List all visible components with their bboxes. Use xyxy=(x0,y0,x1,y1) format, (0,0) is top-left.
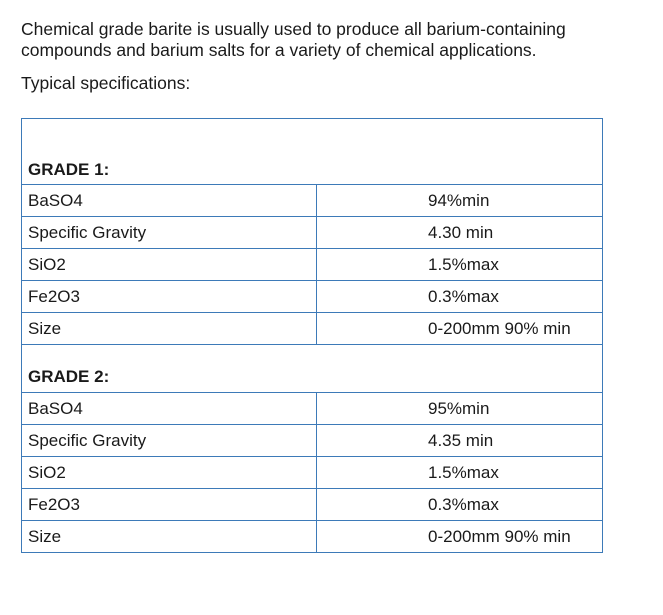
table-row xyxy=(22,281,602,313)
spec-value: 0-200mm 90% min xyxy=(428,319,571,338)
spec-value: 94%min xyxy=(428,191,490,210)
spec-name: Size xyxy=(22,521,317,552)
table-row xyxy=(22,521,602,552)
spec-name: BaSO4 xyxy=(22,393,317,424)
specifications-table xyxy=(21,118,603,553)
table-top-spacer xyxy=(22,119,602,155)
spec-value: 0-200mm 90% min xyxy=(428,527,571,546)
spec-name: BaSO4 xyxy=(22,185,317,216)
table-row xyxy=(22,393,602,425)
intro-paragraph xyxy=(21,19,651,61)
spec-value: 4.35 min xyxy=(428,431,494,450)
intro-line-2: compounds and barium salts for a variety of chemical applications. xyxy=(21,40,537,60)
spec-name: SiO2 xyxy=(22,249,317,280)
spec-name: Fe2O3 xyxy=(22,489,317,520)
spec-value: 0.3%max xyxy=(428,287,499,306)
specifications-heading: Typical specifications: xyxy=(21,73,191,93)
grade-1-title: GRADE 1: xyxy=(22,155,602,185)
table-row xyxy=(22,489,602,521)
spec-value: 4.30 min xyxy=(428,223,494,242)
spec-value: 1.5%max xyxy=(428,463,499,482)
table-row xyxy=(22,249,602,281)
spec-name: Size xyxy=(22,313,317,344)
table-row xyxy=(22,457,602,489)
table-row xyxy=(22,425,602,457)
table-row xyxy=(22,185,602,217)
spec-name: Specific Gravity xyxy=(22,217,317,248)
spec-value: 95%min xyxy=(428,399,490,418)
spec-name: Specific Gravity xyxy=(22,425,317,456)
spec-name: SiO2 xyxy=(22,457,317,488)
table-row xyxy=(22,217,602,249)
intro-line-1: Chemical grade barite is usually used to produce all barium-containing xyxy=(21,19,566,39)
spec-value: 0.3%max xyxy=(428,495,499,514)
spec-value: 1.5%max xyxy=(428,255,499,274)
table-row xyxy=(22,313,602,344)
spec-name: Fe2O3 xyxy=(22,281,317,312)
grade-2-title: GRADE 2: xyxy=(22,344,602,393)
